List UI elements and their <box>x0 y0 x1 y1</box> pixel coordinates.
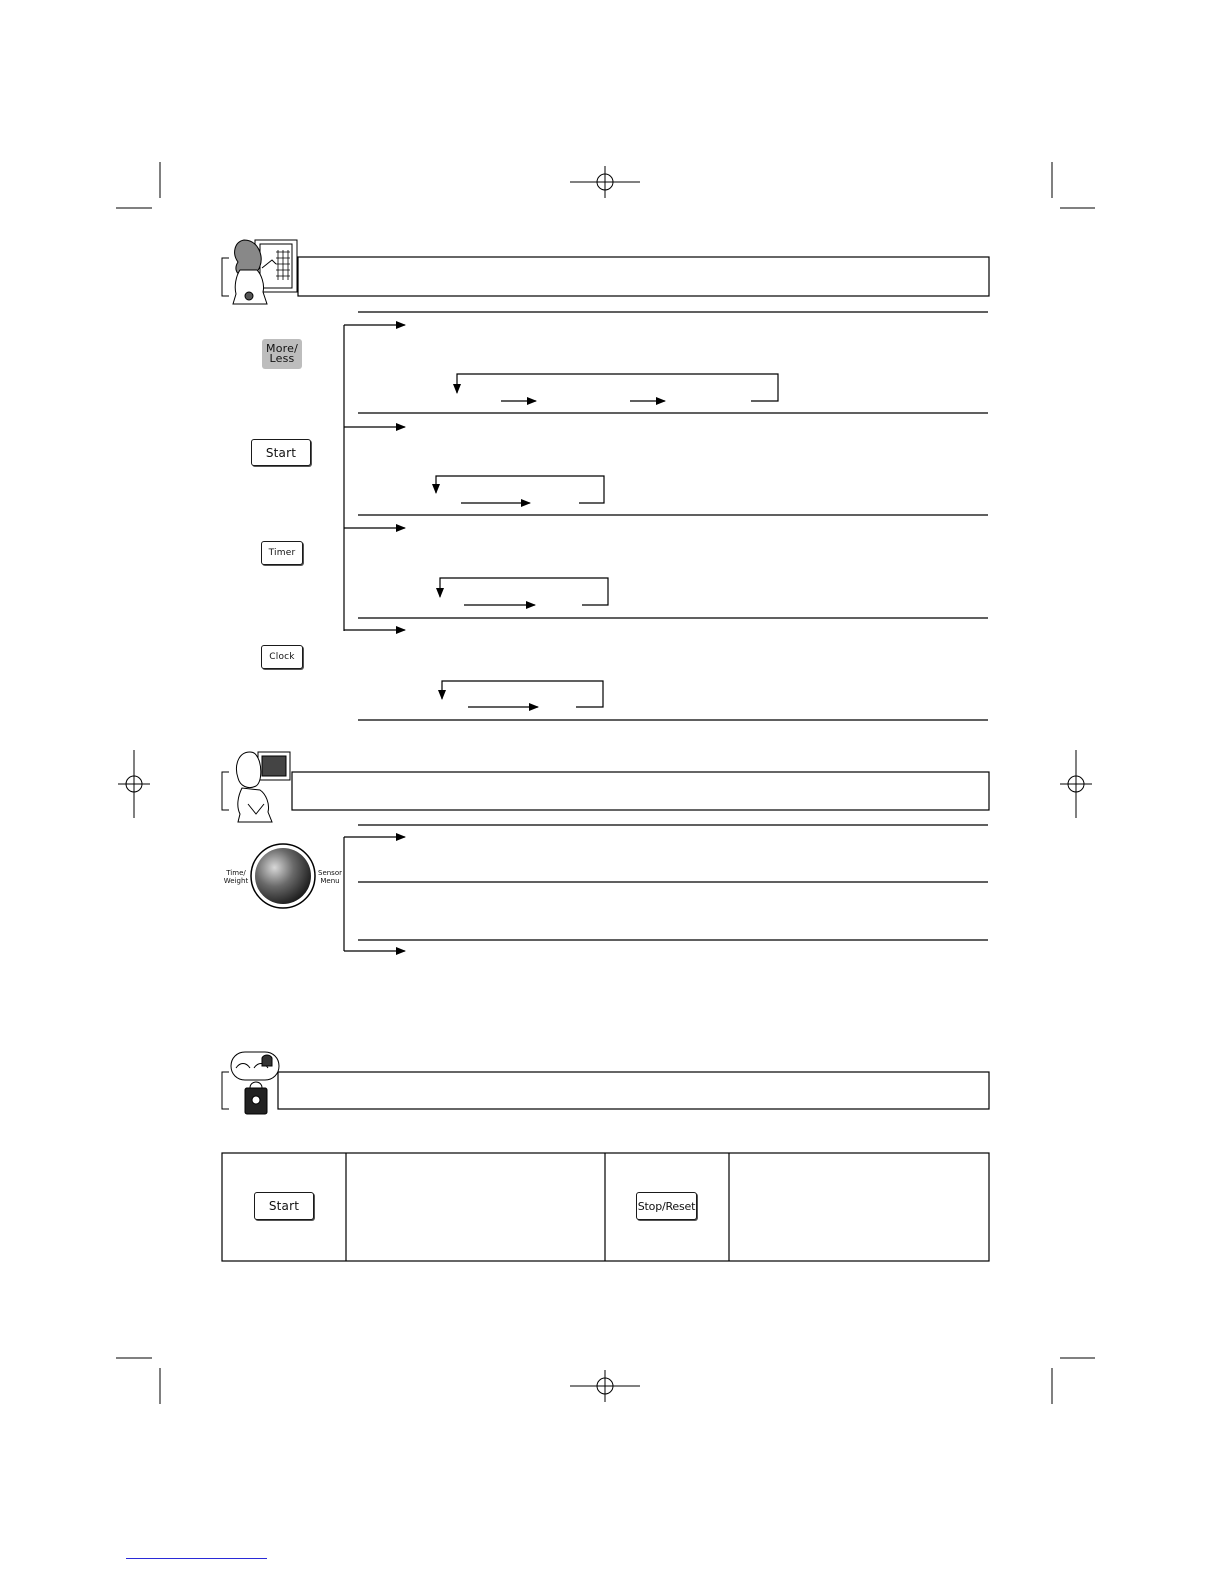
start-button[interactable]: Start <box>251 439 311 466</box>
table-start-button[interactable]: Start <box>254 1192 314 1220</box>
section-1-header <box>222 240 989 304</box>
woman-microwave-icon <box>237 752 291 822</box>
section-2-header <box>222 752 989 822</box>
time-weight-label <box>222 869 250 885</box>
more-less-button[interactable] <box>262 339 302 369</box>
time-weight-line1: Time/ <box>226 869 246 877</box>
child-lock-icon <box>231 1052 279 1114</box>
time-weight-line2: Weight <box>223 877 249 885</box>
section-3-header <box>222 1052 989 1114</box>
section-1-flow <box>344 312 988 720</box>
sensor-menu-line1: Sensor <box>318 869 342 877</box>
timer-button[interactable]: Timer <box>261 541 303 565</box>
footer-link-underline <box>126 1558 267 1559</box>
sensor-menu-label <box>316 869 344 885</box>
button-table <box>222 1153 989 1261</box>
clock-button[interactable]: Clock <box>261 645 303 669</box>
more-less-label-line1: More/ <box>266 342 298 355</box>
dial-knob[interactable] <box>251 844 315 908</box>
table-stop-reset-button[interactable]: Stop/Reset <box>636 1192 697 1220</box>
woman-control-panel-icon <box>233 240 297 304</box>
sensor-menu-line2: Menu <box>320 877 340 885</box>
section-2-flow <box>344 825 988 951</box>
more-less-label-line2: Less <box>269 352 295 365</box>
